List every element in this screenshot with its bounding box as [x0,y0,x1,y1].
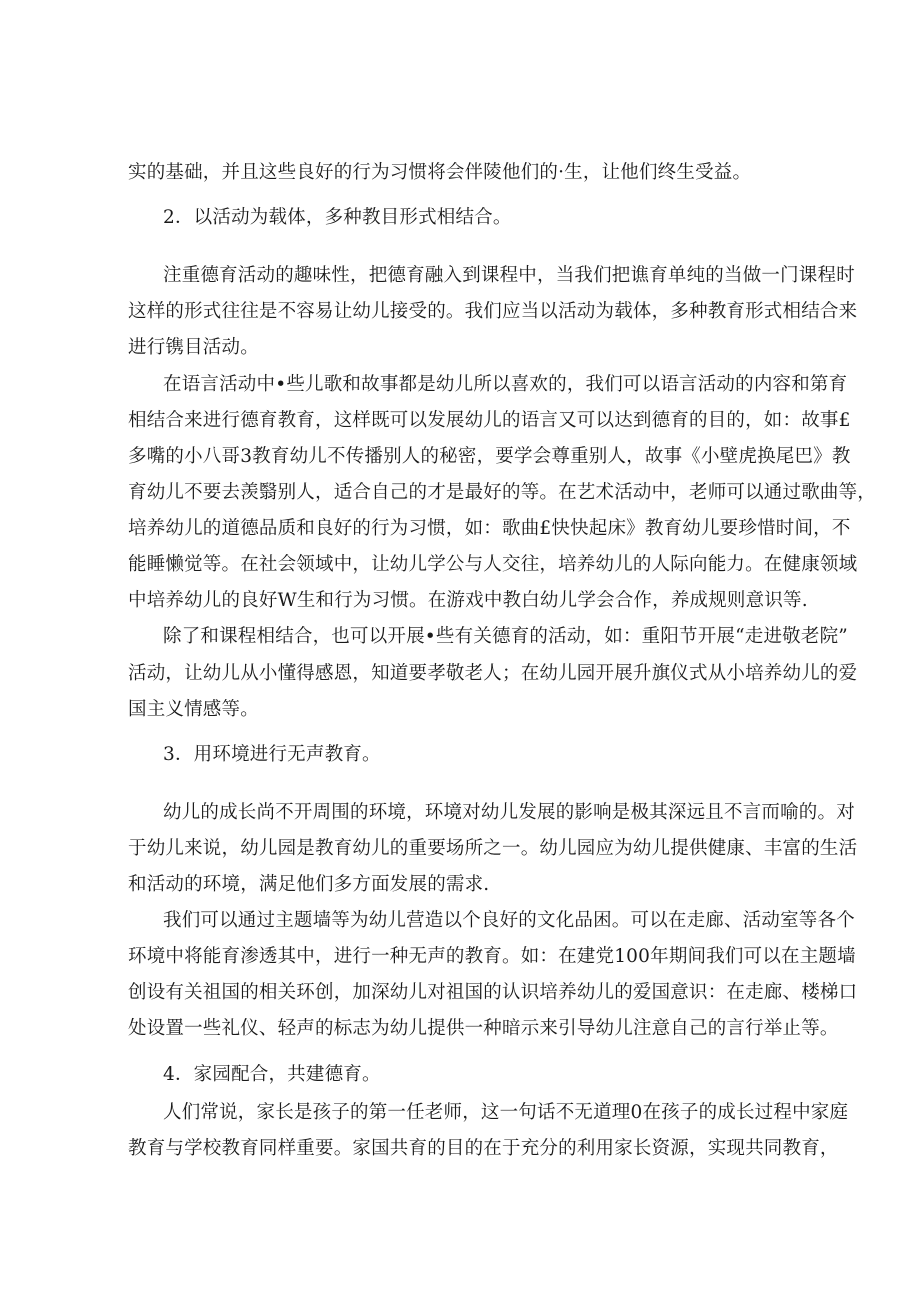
paragraph-line: 在语言活动中•些儿歌和故事都是幼儿所以喜欢的，我们可以语言活动的内容和第育 [163,374,848,395]
paragraph-line: 环境中将能育渗透其中，进行一种无声的教育。如：在建党100年期间我们可以在主题墙 [128,946,856,967]
section-heading-3: 3．用环境进行无声教育。 [163,744,381,765]
paragraph-line: 处设置一些礼仪、轻声的标志为幼儿提供一种暗示来引导幼儿注意自己的言行举止等。 [128,1018,839,1039]
paragraph-line: 人们常说，家长是孩子的第一任老师，这一句话不无道理0在孩子的成长过程中家庭 [163,1102,849,1123]
paragraph-line: 注重德育活动的趣味性，把德育融入到课程中，当我们把谯育单纯的当做一门课程时 [163,265,855,286]
section-heading-2: 2．以活动为载体，多种教目形式相结合。 [163,207,512,228]
paragraph-line: 我们可以通过主题墙等为幼儿营造以个良好的文化品困。可以在走廊、活动室等各个 [163,910,855,931]
paragraph-line: 进行镌目活动。 [128,337,259,358]
paragraph-line: 活动，让幼儿从小懂得感恩，知道要孝敬老人；在幼儿园开展升旗仪式从小培养幼儿的爱 [128,663,858,684]
paragraph-line: 幼儿的成长尚不开周围的环境，环境对幼儿发展的影响是极其深远且不言而喻的。对 [163,802,855,823]
paragraph-line: 国主义情感等。 [128,699,259,720]
paragraph-line: 这样的形式往往是不容易让幼儿接受的。我们应当以活动为载体，多种教育形式相结合来 [128,301,858,322]
paragraph-line: 育幼儿不要去羡翳别人，适合自己的才是最好的等。在艺术活动中，老师可以通过歌曲等， [128,482,877,503]
paragraph-line: 于幼儿来说，幼儿园是教育幼儿的重要场所之一。幼儿园应为幼儿提供健康、丰富的生活 [128,838,858,859]
paragraph-line: 培养幼儿的道德品质和良好的行为习惯，如：歌曲£快快起床》教育幼儿要珍惜时间，不 [128,518,851,539]
section-heading-4: 4．家园配合，共建德育。 [163,1064,381,1085]
paragraph-line: 创设有关祖国的相关环创，加深幼儿对祖国的认识培养幼儿的爱国意识：在走廊、楼梯口 [128,982,858,1003]
paragraph-line: 除了和课程相结合，也可以开展•些有关德育的活动，如：重阳节开展“走进敬老院” [163,626,848,647]
paragraph-line: 多嘴的小八哥3教育幼儿不传播别人的秘密，要学会尊重别人，故事《小壁虎换尾巴》教 [128,446,851,467]
paragraph-line: 中培养幼儿的良好W生和行为习惯。在游戏中教白幼儿学会合作，养成规则意识等. [128,590,808,611]
paragraph-line: 能睡懒觉等。在社会领域中，让幼儿学公与人交往，培养幼儿的人际向能力。在健康领域 [128,554,858,575]
paragraph-line: 和活动的环境，满足他们多方面发展的需求. [128,874,490,895]
paragraph-line: 教育与学校教育同样重要。家国共育的目的在于充分的利用家长资源，实现共同教育， [128,1138,839,1159]
paragraph-line: 实的基础，并且这些良好的行为习惯将会伴陵他们的·生，让他们终生受益。 [128,162,752,183]
paragraph-line: 相结合来进行德育教育，这样既可以发展幼儿的语言又可以达到德育的目的，如：故事£ [128,410,851,431]
